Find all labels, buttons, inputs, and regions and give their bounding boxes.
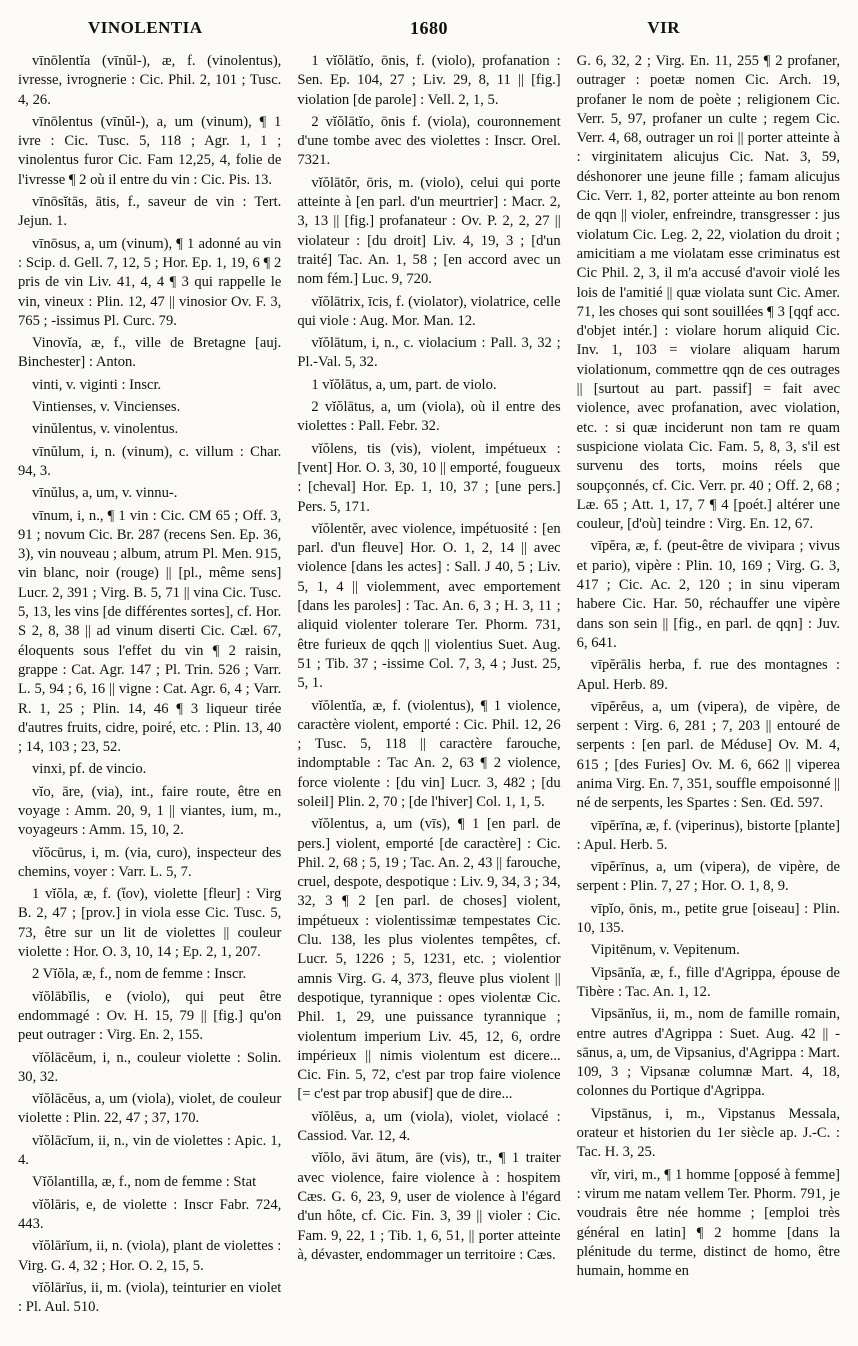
column-2 <box>297 52 560 1342</box>
dictionary-entry: vĭŏlātŏr, ōris, m. (violo), celui qui porte atteinte à [en parl. d'un meurtrier] : Macr. 2, 3, 13 || [fig.] profanateur : Ov. P. 2, 2, 27 || violateur : [du droit] Liv. 4, 19, 3 ; [d'un traité] Tac. An. 1, 58 ; [en accord avec un nom fém.] Luc. 9, 720. <box>297 174 561 288</box>
dictionary-entry: vinŭlentus, v. vinolentus. <box>32 421 179 438</box>
dictionary-entry: 1 vĭŏlātĭo, ōnis, f. (violo), profanation : Sen. Ep. 104, 27 ; Liv. 29, 8, 11 || [fig.] violation [de parole] : Vell. 2, 1, 5. <box>297 53 561 108</box>
dictionary-entry: Vipstānus, i, m., Vipstanus Messala, orateur et historien du 1er siècle ap. J.-C. : Tac. H. 3, 25. <box>576 1105 840 1161</box>
dictionary-entry: vĭŏlens, tis (vis), violent, impétueux : [vent] Hor. O. 3, 30, 10 || emporté, fougueux : [cheval] Hor. Ep. 1, 10, 37 ; [une pers.] Pers. 5, 171. <box>297 440 561 515</box>
dictionary-entry: vĭr, viri, m., ¶ 1 homme [opposé à femme] : virum me natam vellem Ter. Phorm. 791, je voudrais être née homme ; [emploi très général en latin] ¶ 2 homme [dans la plénitude du terme, distinct de homo, être humain, homme en <box>576 1166 840 1280</box>
dictionary-entry: 1 vĭŏlātus, a, um, part. de violo. <box>311 376 497 393</box>
dictionary-entry: vĭŏcūrus, i, m. (via, curo), inspecteur des chemins, voyer : Varr. L. 5, 7. <box>18 844 282 880</box>
dictionary-entry: vĭŏlābĭlis, e (violo), qui peut être endommagé : Ov. H. 15, 79 || [fig.] qu'on peut outrager : Virg. En. 2, 155. <box>18 988 282 1044</box>
dictionary-entry: vīpĕrālis herba, f. rue des montagnes : Apul. Herb. 89. <box>576 657 840 693</box>
dictionary-entry: vīnŭlus, a, um, v. vinnu-. <box>32 485 178 502</box>
header-left-headword: VINOLENTIA <box>88 18 203 37</box>
dictionary-entry: vĭŏlentĕr, avec violence, impétuosité : [en parl. d'un fleuve] Hor. O. 1, 2, 14 || avec violence [dans les actes] : Sall. J 40, 5 ; Liv. 5, 1, 4 || violemment, avec emportement [dans les paroles] : Tac. An. 6, 3 ; H. 3, 11 ; aliquid violenter tolerare Ter. Phorm. 731, être furieux de qqch || violentius Suet. Aug. 51 ; Tib. 37 ; -issime Col. 7, 3, 4 ; Just. 25, 5, 1. <box>297 520 561 692</box>
dictionary-entry: vinxi, pf. de vincio. <box>32 761 147 778</box>
dictionary-entry: vīnōlentĭa (vīnŭl-), æ, f. (vinolentus), ivresse, ivrognerie : Cic. Phil. 2, 101 ; Tusc. 4, 26. <box>18 53 282 108</box>
page-header <box>18 14 840 44</box>
dictionary-entry: vīpĕra, æ, f. (peut-être de vivipara ; vivus et pario), vipère : Plin. 10, 169 ; Virg. G. 3, 417 ; Cic. Ac. 2, 120 ; in sinu viperam habere Cic. Har. 50, réchauffer une vipère dans son sein || [fig., en parl. de qqn] : Juv. 6, 641. <box>576 538 840 651</box>
dictionary-entry: vĭŏlācĕus, a, um (viola), violet, de couleur violette : Plin. 22, 47 ; 37, 170. <box>18 1091 282 1127</box>
page-number: 1680 <box>410 18 448 38</box>
dictionary-entry: 2 vĭŏlātĭo, ōnis f. (viola), couronnement d'une tombe avec des violettes : Inscr. Orel. 7321. <box>297 113 561 169</box>
column-3 <box>577 52 840 1342</box>
dictionary-entry: vīnōsĭtās, ātis, f., saveur de vin : Tert. Jejun. 1. <box>18 194 282 230</box>
dictionary-entry: G. 6, 32, 2 ; Virg. En. 11, 255 ¶ 2 profaner, outrager : poetæ nomen Cic. Arch. 19, profaner le nom de poète ; religionem Cic. Verr. 5, 97, profaner un culte ; regem Cic. Verr. 4, 68, outrager un roi || porter atteinte à : virginitatem alicujus Cic. Nat. 3, 59, déshonorer une jeune fille ; famam alicujus Cic. Verr. 1, 82, porter atteinte au bon renom de qqn || violer, enfreindre, transgresser : jus violatum Cic. Leg. 2, 22, violation du droit ; amicitiam a me violatam esse criminatus est Cic Phil. 2, 3, il m'a accusé d'avoir violé les lois de l'amitié || quæ violata sunt Cic. Amer. 71, les choses qui sont souillées ¶ 3 [qqf acc. d'objet intér.] : violare horum aliquid Cic. Inv. 1, 103 = violare aliquam harum violationum, commettre qqn de ces outrages || [surtout au part. passif] = fait avec violence, avec profanation, avec violation, etc. : si quæ inciderunt non tam re quam suspicione violata Cic. Fam. 5, 8, 3, s'il est survenu des torts, moins réels que soupçonnés, cf. Cic. Verr. pr. 40 ; Off. 2, 68 ; Læ. 65 ; Att. 1, 17, 7 ¶ 4 [poét.] altérer une couleur, [d'où] teindre : Virg. En. 12, 67. <box>576 53 840 533</box>
text-columns <box>18 52 840 1342</box>
dictionary-entry: vīpĕrīna, æ, f. (viperinus), bistorte [plante] : Apul. Herb. 5. <box>576 817 840 853</box>
dictionary-entry: vĭŏlāris, e, de violette : Inscr Fabr. 724, 443. <box>18 1196 282 1232</box>
header-right-headword: VIR <box>647 18 680 37</box>
dictionary-entry: vĭŏlārĭus, ii, m. (viola), teinturier en violet : Pl. Aul. 510. <box>18 1279 282 1316</box>
dictionary-entry: vĭŏlātum, i, n., c. violacium : Pall. 3, 32 ; Pl.-Val. 5, 32. <box>297 335 561 371</box>
dictionary-entry: 2 vĭŏlātus, a, um (viola), où il entre des violettes : Pall. Febr. 32. <box>297 399 561 435</box>
dictionary-entry: vīnŭlum, i, n. (vinum), c. villum : Char. 94, 3. <box>18 443 282 479</box>
dictionary-entry: vĭŏlĕus, a, um (viola), violet, violacé : Cassiod. Var. 12, 4. <box>297 1108 561 1145</box>
dictionary-entry: Vinovĭa, æ, f., ville de Bretagne [auj. Binchester] : Anton. <box>18 335 282 371</box>
dictionary-entry: Vipsānĭa, æ, f., fille d'Agrippa, épouse de Tibère : Tac. An. 1, 12. <box>576 964 840 1000</box>
dictionary-entry: vīnōsus, a, um (vinum), ¶ 1 adonné au vin : Scip. d. Gell. 7, 12, 5 ; Hor. Ep. 1, 19, 6 ¶ 2 pris de vin Liv. 41, 4, 4 ¶ 3 qui rappelle le vin, vineux : Plin. 12, 47 || vinosior Ov. F. 3, 765 ; -issimus Pl. Curc. 79. <box>18 235 282 329</box>
dictionary-entry: vīpĕrĕus, a, um (vipera), de vipère, de serpent : Virg. 6, 281 ; 7, 203 || entouré de serpents : [en parl. de Méduse] Ov. M. 4, 615 ; [des Furies] Ov. M. 6, 662 || viperea anima Virg. En. 7, 351, souffle empoisonné || né de serpents, les Spartes : Sen. Œd. 597. <box>576 698 840 812</box>
dictionary-entry: vĭŏlo, āvi ātum, āre (vis), tr., ¶ 1 traiter avec violence, faire violence à : hospitem Cæs. G. 6, 23, 9, user de violence à l'égard d'un hôte, cf. Cic. Fin. 3, 39 || violer : Cic. Fam. 9, 22, 1 ; Tib. 1, 6, 51, || porter atteinte à, dévaster, endommager un territoire : Cæs. <box>297 1150 561 1263</box>
dictionary-entry: Vipitēnum, v. Vepitenum. <box>590 942 740 959</box>
dictionary-entry: vĭŏlātrix, īcis, f. (violator), violatrice, celle qui viole : Aug. Mor. Man. 12. <box>297 293 561 329</box>
dictionary-entry: Vipsānĭus, ii, m., nom de famille romain, entre autres d'Agrippa : Suet. Aug. 42 || -sānus, a, um, de Vipsanius, d'Agrippa : Mart. 109, 3 ; Vipsanæ columnæ Mart. 4, 18, colonnes du Portique d'Agrippa. <box>576 1006 840 1100</box>
dictionary-entry: vĭŏlentus, a, um (vīs), ¶ 1 [en parl. de pers.] violent, emporté [de caractère] : Cic. Phil. 2, 68 ; 5, 19 ; Tac. An. 2, 43 || farouche, cruel, despote, despotique : Liv. 9, 34, 3 ; 34, 32, 3 ¶ 2 [en parl. de choses] violent, impétueux : violentissimæ tempestates Cic. Clu. 138, les plus violentes tempêtes, cf. Lucr. 5, 1226 ; 5, 1231, etc. ; violentior amnis Virg. G. 4, 373, fleuve plus violent || despotique, tyrannique : opes violentæ Cic. Phil. 1, 29, une puissance tyrannique ; violentum imperium Liv. 45, 12, 6, ordre impérieux || nimis violentum est dicere... Cic. Fin. 5, 72, c'est par trop faire violence [= c'est par trop abusif] que de dire... <box>297 816 561 1103</box>
dictionary-entry: vĭŏlācĕum, i, n., couleur violette : Solin. 30, 32. <box>18 1049 282 1085</box>
dictionary-entry: vinti, v. viginti : Inscr. <box>32 376 162 393</box>
dictionary-entry: Vĭŏlantilla, æ, f., nom de femme : Stat <box>32 1174 257 1191</box>
dictionary-entry: vĭo, āre, (via), int., faire route, être en voyage : Amm. 20, 9, 1 || viantes, ium, m., voyageurs : Amm. 15, 10, 2. <box>18 783 282 839</box>
column-1 <box>18 52 281 1342</box>
dictionary-entry: vīnōlentus (vīnŭl-), a, um (vinum), ¶ 1 ivre : Cic. Tusc. 5, 118 ; Agr. 1, 1 ; vinolentus furor Cic. Fam 12,25, 4, folie de l'ivresse ¶ 2 où il entre du vin : Cic. Pis. 13. <box>18 113 282 188</box>
dictionary-entry: vĭŏlārĭum, ii, n. (viola), plant de violettes : Virg. G. 4, 32 ; Hor. O. 2, 15, 5. <box>18 1238 282 1274</box>
dictionary-entry: vīnum, i, n., ¶ 1 vin : Cic. CM 65 ; Off. 3, 91 ; novum Cic. Br. 287 (recens Sen. Ep. 36, 3), vin nouveau ; album, atrum Pl. Men. 915, vin blanc, noir (rouge) || [pl., même sens] Lucr. 2, 391 ; Virg. B. 5, 71 || vina Cic. Tusc. 5, 13, les vins [de différentes sortes], cf. Hor. S 2, 8, 38 || ad vinum diserti Cic. Cæl. 67, éloquents sous l'effet du vin ¶ 2 raisin, grappe : Cat. Agr. 147 ; Pl. Trin. 526 ; Varr. L. 5, 94 ; 6, 16 || vigne : Cat. Agr. 6, 4 ; Varr. R. 1, 25 ; Plin. 14, 46 ¶ 3 liqueur tirée d'autres fruits, cidre, poiré, etc. : Plin. 13, 40 ; 14, 103 ; 23, 52. <box>18 507 282 756</box>
dictionary-entry: 2 Vĭŏla, æ, f., nom de femme : Inscr. <box>32 966 247 983</box>
dictionary-entry: vīpĭo, ōnis, m., petite grue [oiseau] : Plin. 10, 135. <box>576 900 840 937</box>
dictionary-entry: 1 vĭŏla, æ, f. (ἴον), violette [fleur] : Virg B. 2, 47 ; [prov.] in viola esse Cic. Tusc. 5, 73, être sur un lit de violettes || couleur violette : Hor. O. 3, 10, 14 ; Ep. 2, 1, 207. <box>18 886 282 961</box>
dictionary-entry: Vintienses, v. Vincienses. <box>32 399 181 416</box>
dictionary-entry: vĭŏlentĭa, æ, f. (violentus), ¶ 1 violence, caractère violent, emporté : Cic. Phil. 12, 26 ; Tusc. 5, 118 || caractère farouche, indomptable : Tac An. 2, 63 ¶ 2 violence, force violente : [du vin] Lucr. 3, 482 ; [du soleil] Plin. 2, 70 ; [de l'hiver] Col. 1, 1, 5. <box>297 697 561 810</box>
dictionary-entry: vīpĕrīnus, a, um (vipera), de vipère, de serpent : Plin. 7, 27 ; Hor. O. 1, 8, 9. <box>576 859 840 895</box>
dictionary-entry: vĭŏlācĭum, ii, n., vin de violettes : Apic. 1, 4. <box>18 1132 282 1169</box>
